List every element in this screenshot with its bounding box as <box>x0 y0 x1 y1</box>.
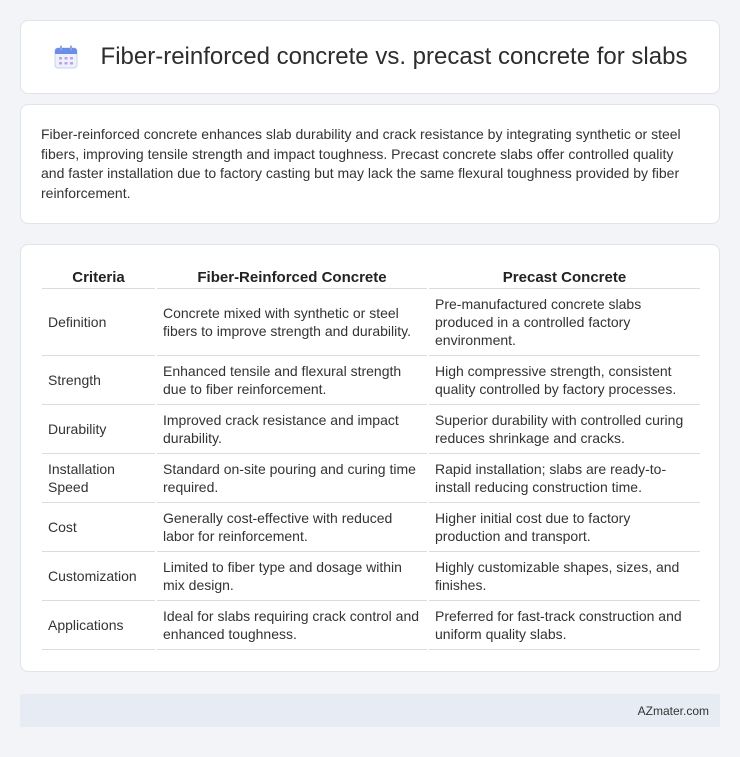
row-criteria: Definition <box>42 289 155 356</box>
page-title: Fiber-reinforced concrete vs. precast concrete for slabs <box>100 43 688 70</box>
table-row <box>42 552 700 601</box>
header-card <box>20 20 720 94</box>
header-precast: Precast Concrete <box>429 267 700 289</box>
row-fiber-reinforced: Generally cost-effective with reduced labor for reinforcement. <box>157 503 427 552</box>
table-row <box>42 454 700 503</box>
row-precast: Preferred for fast-track construction and uniform quality slabs. <box>429 601 700 650</box>
row-precast: Highly customizable shapes, sizes, and finishes. <box>429 552 700 601</box>
table-row <box>42 289 700 356</box>
header-fiber-reinforced: Fiber-Reinforced Concrete <box>157 267 427 289</box>
row-precast: Pre-manufactured concrete slabs produced in a controlled factory environment. <box>429 289 700 356</box>
row-fiber-reinforced: Improved crack resistance and impact durability. <box>157 405 427 454</box>
row-precast: Superior durability with controlled curing reduces shrinkage and cracks. <box>429 405 700 454</box>
table-row <box>42 601 700 650</box>
row-criteria: Applications <box>42 601 155 650</box>
row-fiber-reinforced: Concrete mixed with synthetic or steel fibers to improve strength and durability. <box>157 289 427 356</box>
row-criteria: Installation Speed <box>42 454 155 503</box>
comparison-table <box>40 267 702 650</box>
intro-text: Fiber-reinforced concrete enhances slab durability and crack resistance by integrating synthetic or steel fibers, improving tensile strength and impact toughness. Precast concrete slabs offer controlled quality and faster installation due to factory casting but may lack the same flexural toughness provided by fiber reinforcement. <box>41 126 681 201</box>
calendar-icon <box>53 44 79 70</box>
table-row <box>42 405 700 454</box>
comparison-table-card <box>20 244 720 672</box>
row-criteria: Durability <box>42 405 155 454</box>
row-fiber-reinforced: Limited to fiber type and dosage within mix design. <box>157 552 427 601</box>
row-precast: High compressive strength, consistent quality controlled by factory processes. <box>429 356 700 405</box>
table-row <box>42 356 700 405</box>
table-row <box>42 503 700 552</box>
row-criteria: Strength <box>42 356 155 405</box>
intro-card <box>20 104 720 224</box>
row-criteria: Cost <box>42 503 155 552</box>
row-fiber-reinforced: Standard on-site pouring and curing time required. <box>157 454 427 503</box>
row-fiber-reinforced: Ideal for slabs requiring crack control and enhanced toughness. <box>157 601 427 650</box>
row-precast: Higher initial cost due to factory production and transport. <box>429 503 700 552</box>
footer-bar <box>20 694 720 727</box>
table-header-row <box>42 267 700 289</box>
title-wrap <box>53 43 688 71</box>
header-criteria: Criteria <box>42 267 155 289</box>
row-precast: Rapid installation; slabs are ready-to-install reducing construction time. <box>429 454 700 503</box>
row-criteria: Customization <box>42 552 155 601</box>
footer-source-link[interactable]: AZmater.com <box>637 703 709 718</box>
row-fiber-reinforced: Enhanced tensile and flexural strength due to fiber reinforcement. <box>157 356 427 405</box>
